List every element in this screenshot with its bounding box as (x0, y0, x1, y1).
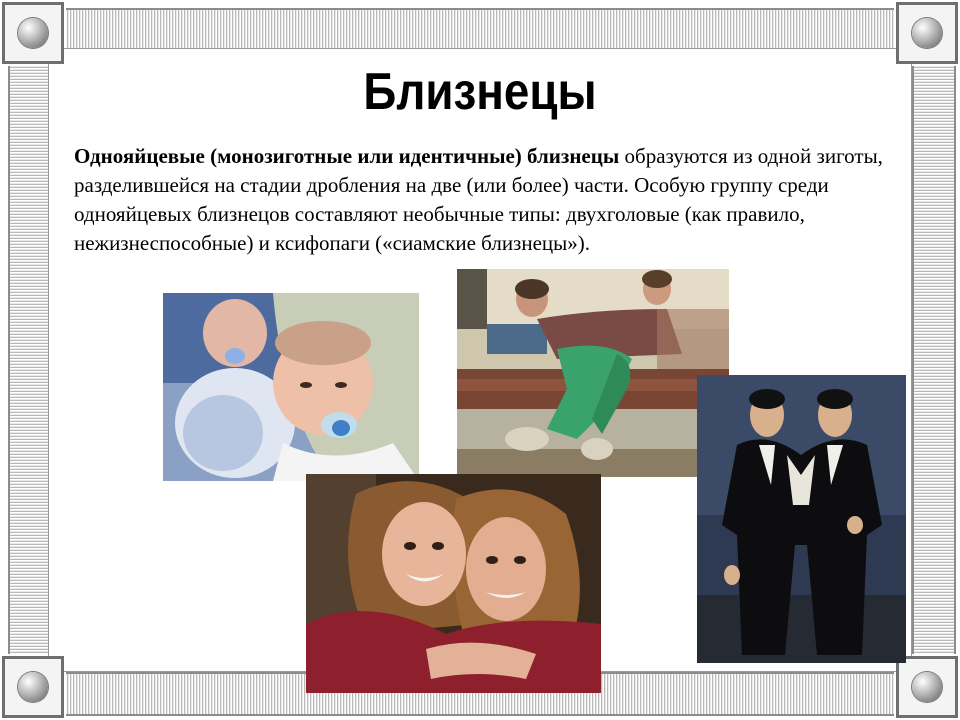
knob-icon (18, 18, 48, 48)
conjoined-girls-photo (306, 474, 601, 693)
frame-left-border (8, 66, 52, 654)
frame-top-border (66, 8, 894, 52)
knob-icon (18, 672, 48, 702)
siamese-twins-painting (697, 375, 906, 663)
paragraph-bold-term: Однояйцевые (монозиготные или идентичные) близнецы (74, 144, 620, 168)
body-paragraph (74, 142, 924, 258)
paragraph-text: образуются из одной зиготы, разделившейся на стадии дробления на две (или более) части. Особую группу среди однояйцевых близнецов составляют необычные типы: двухголовые (как правило, нежизнеспособные) и ксифопаги («сиамские близнецы»). (74, 144, 883, 255)
knob-icon (912, 18, 942, 48)
corner-ornament-top-left (2, 2, 64, 64)
twins-on-bed-photo (457, 269, 729, 477)
twin-babies-photo (163, 293, 419, 481)
knob-icon (912, 672, 942, 702)
slide-title: Близнецы (363, 63, 597, 121)
corner-ornament-bottom-right (896, 656, 958, 718)
corner-ornament-top-right (896, 2, 958, 64)
corner-ornament-bottom-left (2, 656, 64, 718)
